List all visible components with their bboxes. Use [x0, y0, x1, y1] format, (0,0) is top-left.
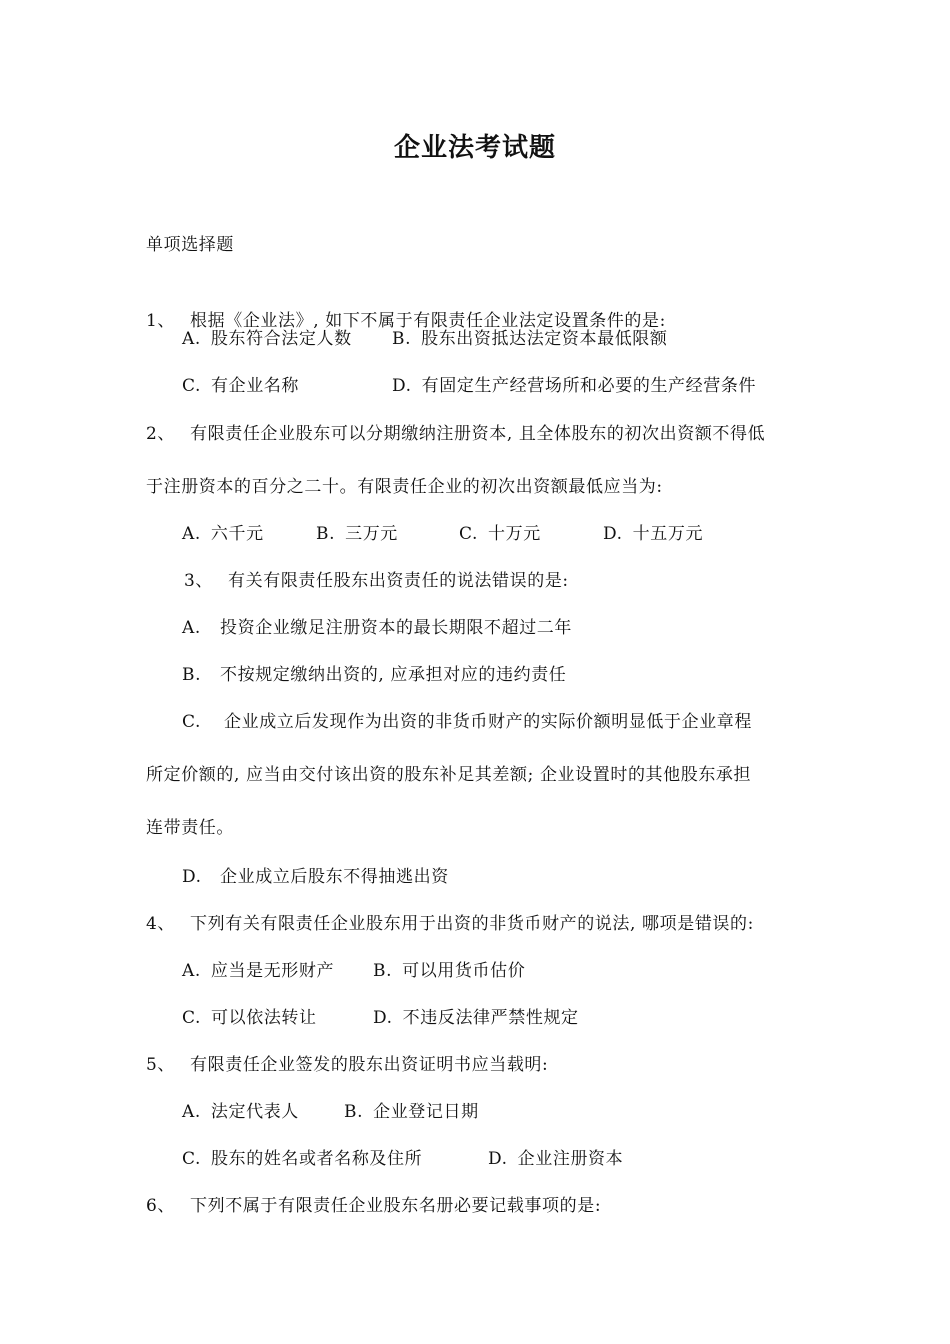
- section-heading: 单项选择题: [146, 235, 234, 255]
- question-text: 下列不属于有限责任企业股东名册必要记载事项的是:: [190, 1196, 602, 1216]
- q2-option-a: [182, 521, 264, 547]
- q2-option-d: [603, 521, 703, 547]
- option-text: 十万元: [488, 524, 541, 544]
- option-text: 不违反法律严禁性规定: [402, 1008, 579, 1028]
- option-text: 有企业名称: [211, 376, 300, 396]
- question-3: [184, 568, 569, 594]
- option-text: 法定代表人: [210, 1102, 299, 1122]
- question-2-continuation: 于注册资本的百分之二十。有限责任企业的初次出资额最低应当为:: [146, 477, 663, 497]
- option-text: 股东的姓名或者名称及住所: [211, 1149, 423, 1169]
- option-letter: A.: [182, 1102, 201, 1122]
- q5-option-d: [488, 1146, 623, 1172]
- q3-option-b: [182, 662, 566, 688]
- q5-option-b: [344, 1099, 479, 1125]
- option-text: 企业注册资本: [517, 1149, 624, 1169]
- option-letter: B.: [182, 665, 202, 685]
- question-text: 有关有限责任股东出资责任的说法错误的是:: [228, 571, 569, 591]
- option-letter: C.: [182, 712, 202, 732]
- option-text: 企业成立后发现作为出资的非货币财产的实际价额明显低于企业章程: [224, 712, 752, 732]
- q5-option-c: [182, 1146, 422, 1172]
- option-letter: C.: [182, 1008, 202, 1028]
- q1-option-b: [392, 326, 668, 352]
- page-title: 企业法考试题: [393, 133, 556, 163]
- question-2: [146, 421, 765, 447]
- option-text: 企业成立后股东不得抽逃出资: [220, 867, 449, 887]
- option-letter: A.: [182, 961, 201, 981]
- option-letter: B.: [344, 1102, 364, 1122]
- q1-option-d: [392, 373, 756, 399]
- option-text: 股东出资抵达法定资本最低限额: [421, 329, 668, 349]
- q1-option-a: [182, 326, 352, 352]
- option-letter: A.: [182, 618, 201, 638]
- question-number: 2、: [146, 424, 176, 444]
- option-letter: D.: [182, 867, 202, 887]
- question-text: 下列有关有限责任企业股东用于出资的非货币财产的说法, 哪项是错误的:: [190, 914, 754, 934]
- question-text: 有限责任企业股东可以分期缴纳注册资本, 且全体股东的初次出资额不得低: [190, 424, 766, 444]
- option-text: 股东符合法定人数: [210, 329, 352, 349]
- q3-option-c-continuation-1: 所定价额的, 应当由交付该出资的股东补足其差额; 企业设置时的其他股东承担: [146, 765, 752, 785]
- option-letter: C.: [459, 524, 479, 544]
- question-4: [146, 911, 754, 937]
- question-6: [146, 1193, 601, 1219]
- question-number: 1、: [146, 311, 176, 331]
- option-text: 企业登记日期: [373, 1102, 479, 1122]
- option-letter: A.: [182, 524, 201, 544]
- option-text: 可以用货币估价: [402, 961, 526, 981]
- option-letter: B.: [373, 961, 393, 981]
- question-number: 6、: [146, 1196, 176, 1216]
- option-text: 十五万元: [632, 524, 704, 544]
- option-text: 投资企业缴足注册资本的最长期限不超过二年: [220, 618, 572, 638]
- option-text: 不按规定缴纳出资的, 应承担对应的违约责任: [220, 665, 567, 685]
- option-letter: B.: [392, 329, 412, 349]
- q1-option-c: [182, 373, 299, 399]
- question-text: 有限责任企业签发的股东出资证明书应当载明:: [190, 1055, 549, 1075]
- q3-option-c: [182, 709, 752, 735]
- option-letter: B.: [316, 524, 336, 544]
- option-letter: D.: [392, 376, 412, 396]
- option-text: 应当是无形财产: [210, 961, 335, 981]
- q3-option-a: [182, 615, 572, 641]
- option-letter: D.: [488, 1149, 508, 1169]
- q4-option-a: [182, 958, 334, 984]
- question-number: 3、: [184, 571, 214, 591]
- option-text: 三万元: [345, 524, 398, 544]
- question-number: 5、: [146, 1055, 176, 1075]
- q4-option-b: [373, 958, 525, 984]
- option-letter: C.: [182, 1149, 202, 1169]
- option-letter: A.: [182, 329, 201, 349]
- q5-option-a: [182, 1099, 299, 1125]
- option-text: 有固定生产经营场所和必要的生产经营条件: [421, 376, 757, 396]
- q2-option-c: [459, 521, 541, 547]
- q4-option-d: [373, 1005, 579, 1031]
- option-letter: D.: [373, 1008, 393, 1028]
- option-text: 可以依法转让: [211, 1008, 317, 1028]
- q4-option-c: [182, 1005, 317, 1031]
- question-5: [146, 1052, 548, 1078]
- q2-option-b: [316, 521, 398, 547]
- option-letter: C.: [182, 376, 202, 396]
- question-text: 根据《企业法》, 如下不属于有限责任企业法定设置条件的是:: [190, 311, 666, 331]
- q3-option-c-continuation-2: 连带责任。: [146, 818, 234, 838]
- question-number: 4、: [146, 914, 176, 934]
- option-text: 六千元: [210, 524, 264, 544]
- q3-option-d: [182, 864, 449, 890]
- option-letter: D.: [603, 524, 623, 544]
